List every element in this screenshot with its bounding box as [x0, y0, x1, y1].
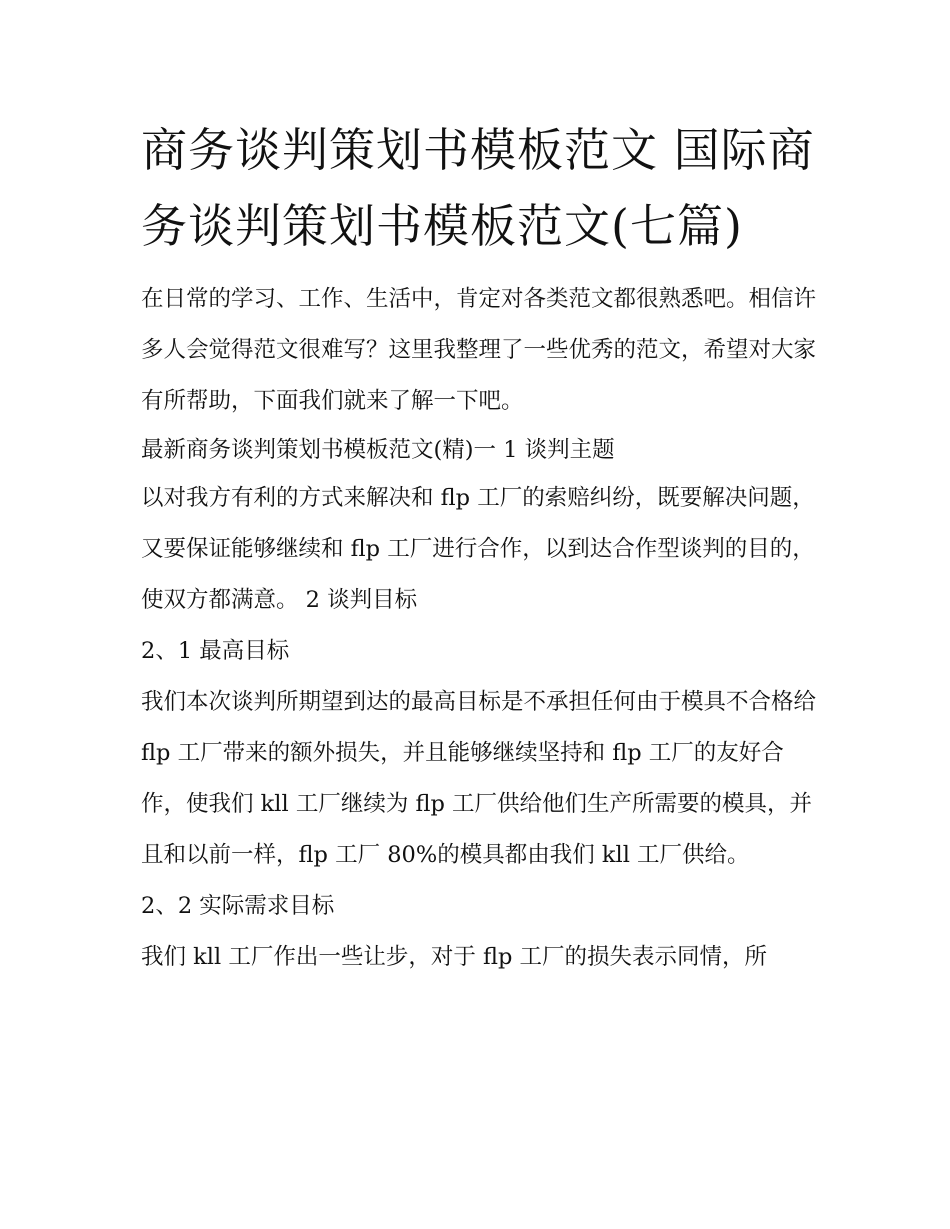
goal-2-heading: 2、2 实际需求目标: [141, 893, 335, 919]
intro-paragraph: 在日常的学习、工作、生活中，肯定对各类范文都很熟悉吧。相信许多人会觉得范文很难写？这里我整理了一些优秀的范文，希望对大家有所帮助，下面我们就来了解一下吧。: [141, 286, 817, 414]
section-heading: 最新商务谈判策划书模板范文(精)一 1 谈判主题: [141, 437, 615, 463]
goal-2-paragraph: 我们 kll 工厂作出一些让步，对于 flp 工厂的损失表示同情，所: [141, 944, 768, 970]
topic-paragraph: 以对我方有利的方式来解决和 flp 工厂的索赔纠纷，既要解决问题，又要保证能够继续和 flp 工厂进行合作，以到达合作型谈判的目的，使双方都满意。 2 谈判目标: [141, 485, 815, 613]
goal-1-heading: 2、1 最高目标: [141, 638, 290, 664]
document-content: [141, 112, 821, 983]
goal-1-paragraph: 我们本次谈判所期望到达的最高目标是不承担任何由于模具不合格给 flp 工厂带来的额外损失，并且能够继续坚持和 flp 工厂的友好合作，使我们 kll 工厂继续为 flp 工厂供给他们生产所需要的模具，并且和以前一样，flp 工厂 80%的模具都由我们 kll 工厂供给。: [141, 689, 817, 868]
document-title: 商务谈判策划书模板范文 国际商务谈判策划书模板范文(七篇): [141, 123, 815, 253]
